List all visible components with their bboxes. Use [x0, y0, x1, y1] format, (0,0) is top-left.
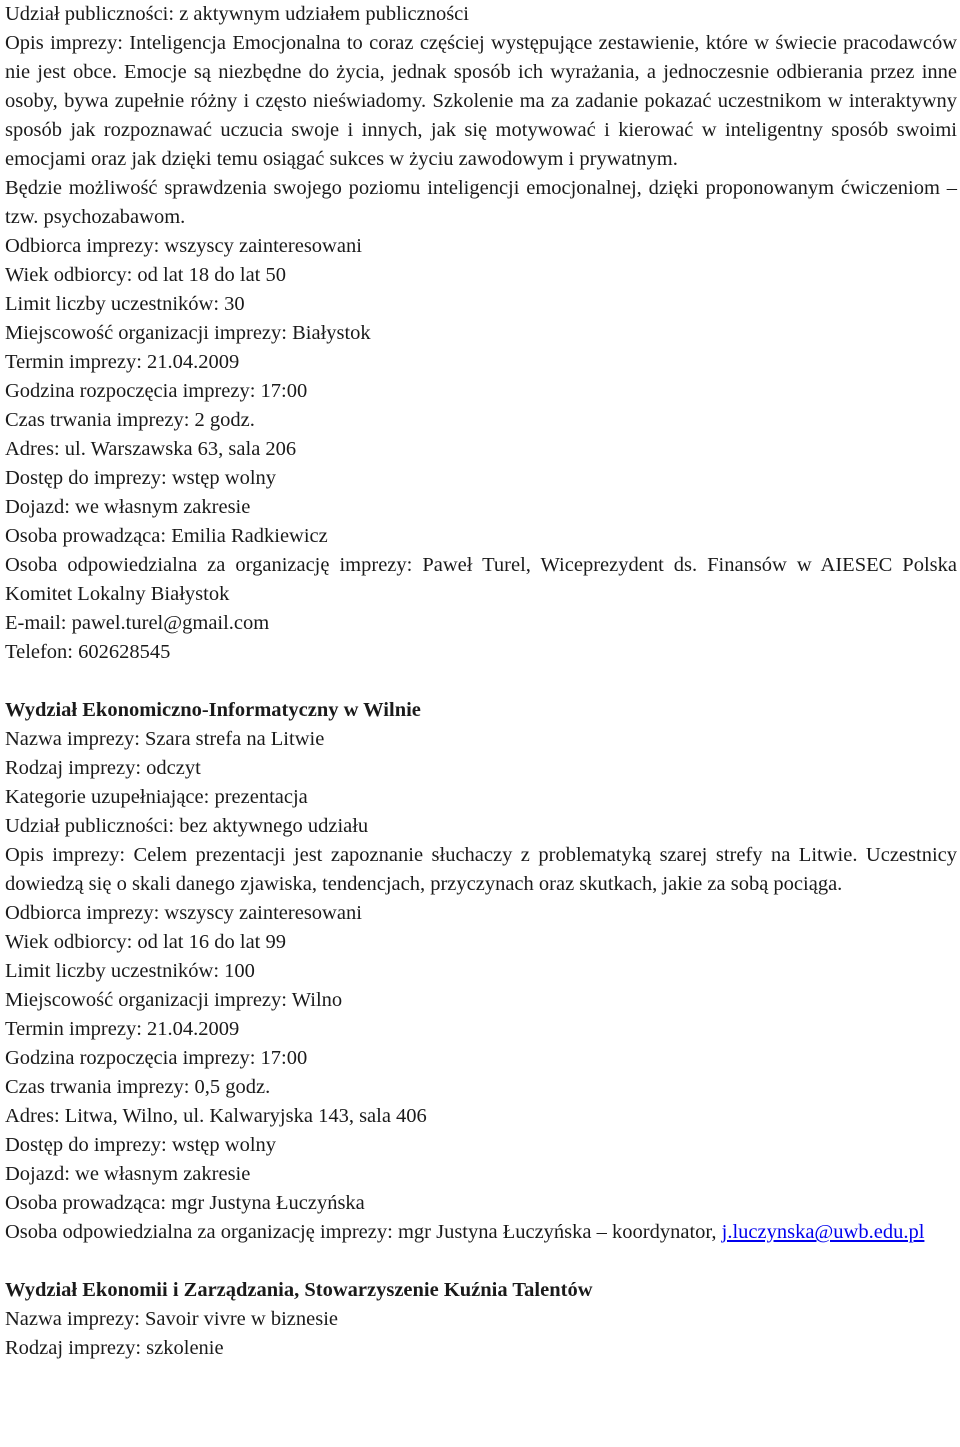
- participation-field: Udział publiczności: z aktywnym udziałem publiczności: [5, 3, 469, 25]
- limit-field: Limit liczby uczestników: 100: [5, 960, 255, 982]
- document-page: [5, 0, 957, 1363]
- description-paragraph: Opis imprezy: Inteligencja Emocjonalna to coraz częściej występujące zestawienie, które w świecie pracodawców nie jest obce. Emocje są niezbędne do życia, jednak sposób ich wyrażania, a jednoczesnie odbierania przez inne osoby, bywa zupełnie różny i często nieświadomy. Szkolenie ma za zadanie pokazać uczestnikom w interaktywny sposób jak rozpoznawać uczucia swoje i innych, jak się motywować i kierować w inteligentny sposób swoimi emocjami oraz jak dzięki temu osiągać sukces w życiu zawodowym i prywatnym.: [5, 32, 957, 170]
- responsible-person-field: [5, 1218, 957, 1247]
- age-field: Wiek odbiorcy: od lat 18 do lat 50: [5, 264, 286, 286]
- duration-field: Czas trwania imprezy: 2 godz.: [5, 409, 255, 431]
- event-type-field: Rodzaj imprezy: szkolenie: [5, 1337, 224, 1359]
- event-section-business-etiquette: [5, 1276, 957, 1363]
- transport-field: Dojazd: we własnym zakresie: [5, 1163, 251, 1185]
- date-field: Termin imprezy: 21.04.2009: [5, 1018, 240, 1040]
- address-field: Adres: Litwa, Wilno, ul. Kalwaryjska 143, sala 406: [5, 1105, 427, 1127]
- phone-field: Telefon: 602628545: [5, 641, 171, 663]
- address-field: Adres: ul. Warszawska 63, sala 206: [5, 438, 297, 460]
- participation-field: Udział publiczności: bez aktywnego udziału: [5, 815, 369, 837]
- start-time-field: Godzina rozpoczęcia imprezy: 17:00: [5, 1047, 308, 1069]
- limit-field: Limit liczby uczestników: 30: [5, 293, 245, 315]
- transport-field: Dojazd: we własnym zakresie: [5, 496, 251, 518]
- access-field: Dostęp do imprezy: wstęp wolny: [5, 1134, 277, 1156]
- responsible-person-field: Osoba odpowiedzialna za organizację imprezy: Paweł Turel, Wiceprezydent ds. Finansów w AIESEC Polska Komitet Lokalny Białystok: [5, 554, 957, 605]
- event-name-field: Nazwa imprezy: Savoir vivre w biznesie: [5, 1308, 339, 1330]
- responsible-person-text: Osoba odpowiedzialna za organizację imprezy: mgr Justyna Łuczyńska – koordynator,: [5, 1221, 717, 1243]
- age-field: Wiek odbiorcy: od lat 16 do lat 99: [5, 931, 286, 953]
- location-field: Miejscowość organizacji imprezy: Białystok: [5, 322, 371, 344]
- event-section-shadow-economy: [5, 696, 957, 1247]
- access-field: Dostęp do imprezy: wstęp wolny: [5, 467, 277, 489]
- section-heading: Wydział Ekonomii i Zarządzania, Stowarzyszenie Kuźnia Talentów: [5, 1279, 593, 1301]
- event-type-field: Rodzaj imprezy: odczyt: [5, 757, 201, 779]
- event-section-emotional-intelligence: [5, 0, 957, 667]
- audience-field: Odbiorca imprezy: wszyscy zainteresowani: [5, 902, 362, 924]
- description-paragraph-continued: Będzie możliwość sprawdzenia swojego poziomu inteligencji emocjonalnej, dzięki proponowanym ćwiczeniom – tzw. psychozabawom.: [5, 177, 957, 228]
- categories-field: Kategorie uzupełniające: prezentacja: [5, 786, 308, 808]
- audience-field: Odbiorca imprezy: wszyscy zainteresowani: [5, 235, 362, 257]
- location-field: Miejscowość organizacji imprezy: Wilno: [5, 989, 343, 1011]
- email-field: E-mail: pawel.turel@gmail.com: [5, 612, 270, 634]
- host-field: Osoba prowadząca: Emilia Radkiewicz: [5, 525, 328, 547]
- section-spacer: [5, 667, 957, 696]
- start-time-field: Godzina rozpoczęcia imprezy: 17:00: [5, 380, 308, 402]
- email-link[interactable]: j.luczynska@uwb.edu.pl: [721, 1221, 925, 1243]
- host-field: Osoba prowadząca: mgr Justyna Łuczyńska: [5, 1192, 365, 1214]
- date-field: Termin imprezy: 21.04.2009: [5, 351, 240, 373]
- description-paragraph: Opis imprezy: Celem prezentacji jest zapoznanie słuchaczy z problematyką szarej strefy na Litwie. Uczestnicy dowiedzą się o skali danego zjawiska, tendencjach, przyczynach oraz skutkach, jakie za sobą pociąga.: [5, 844, 957, 895]
- duration-field: Czas trwania imprezy: 0,5 godz.: [5, 1076, 271, 1098]
- event-name-field: Nazwa imprezy: Szara strefa na Litwie: [5, 728, 325, 750]
- section-spacer: [5, 1247, 957, 1276]
- section-heading: Wydział Ekonomiczno-Informatyczny w Wilnie: [5, 699, 421, 721]
